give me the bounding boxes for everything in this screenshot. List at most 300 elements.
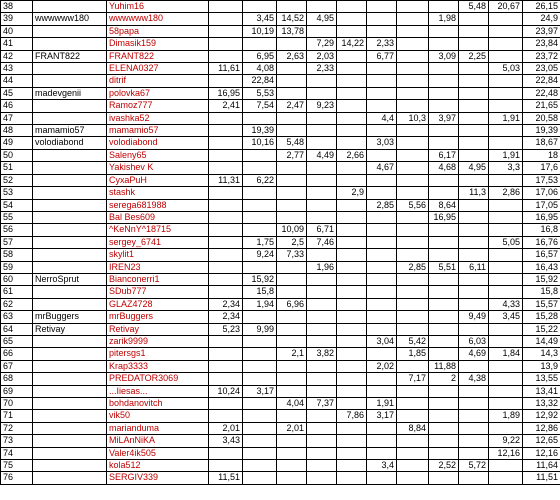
score-cell <box>277 75 307 87</box>
score-cell: 6,95 <box>243 50 277 62</box>
score-cell: 6,71 <box>307 224 337 236</box>
score-cell <box>307 211 337 223</box>
score-cell: 4,68 <box>429 162 459 174</box>
score-cell <box>243 1 277 13</box>
score-cell: 2,85 <box>367 199 397 211</box>
score-cell <box>489 100 523 112</box>
score-cell <box>307 174 337 186</box>
table-row <box>1 199 560 211</box>
score-cell <box>397 63 429 75</box>
score-cell: 2,1 <box>277 348 307 360</box>
score-cell <box>429 385 459 397</box>
rank-cell: 40 <box>1 25 33 37</box>
player-name-cell: wwwwww180 <box>107 13 209 25</box>
score-cell: 3,43 <box>209 435 243 447</box>
score-cell: 1,91 <box>489 149 523 161</box>
table-row <box>1 286 560 298</box>
table-row <box>1 187 560 199</box>
score-cell <box>459 87 489 99</box>
score-cell <box>429 335 459 347</box>
team-cell <box>33 63 107 75</box>
player-name-cell: skylit1 <box>107 249 209 261</box>
score-cell <box>429 38 459 50</box>
team-cell <box>33 348 107 360</box>
score-cell <box>337 298 367 310</box>
score-cell: 4,49 <box>307 149 337 161</box>
score-cell: 13,78 <box>277 25 307 37</box>
score-cell <box>209 373 243 385</box>
team-cell <box>33 112 107 124</box>
team-cell <box>33 187 107 199</box>
score-cell <box>397 13 429 25</box>
score-cell <box>459 298 489 310</box>
score-cell <box>277 187 307 199</box>
score-cell <box>489 261 523 273</box>
score-cell <box>397 125 429 137</box>
score-cell <box>337 435 367 447</box>
score-cell: 4,08 <box>243 63 277 75</box>
rank-cell: 65 <box>1 335 33 347</box>
table-row <box>1 174 560 186</box>
total-cell: 20,58 <box>523 112 560 124</box>
score-cell <box>337 1 367 13</box>
total-cell: 11,51 <box>523 472 560 484</box>
table-row <box>1 335 560 347</box>
score-cell: 2,77 <box>277 149 307 161</box>
score-cell <box>397 87 429 99</box>
score-cell <box>397 360 429 372</box>
score-cell <box>459 137 489 149</box>
score-cell <box>397 398 429 410</box>
team-cell <box>33 373 107 385</box>
score-cell <box>307 298 337 310</box>
player-name-cell: serega681988 <box>107 199 209 211</box>
score-cell: 10,16 <box>243 137 277 149</box>
score-cell <box>337 348 367 360</box>
player-name-cell: Bal Bes609 <box>107 211 209 223</box>
score-cell: 2 <box>429 373 459 385</box>
rank-cell: 67 <box>1 360 33 372</box>
player-name-cell: SERGIV339 <box>107 472 209 484</box>
score-cell <box>243 460 277 472</box>
score-cell <box>489 335 523 347</box>
score-cell <box>277 63 307 75</box>
team-cell <box>33 447 107 459</box>
score-cell <box>209 335 243 347</box>
score-cell: 9,99 <box>243 323 277 335</box>
score-cell <box>459 199 489 211</box>
player-name-cell: IREN23 <box>107 261 209 273</box>
table-row <box>1 50 560 62</box>
score-cell <box>429 25 459 37</box>
player-name-cell: zarik9999 <box>107 335 209 347</box>
score-cell: 2,33 <box>307 63 337 75</box>
score-cell <box>397 1 429 13</box>
team-cell: madevgenii <box>33 87 107 99</box>
score-cell <box>367 249 397 261</box>
score-cell <box>209 236 243 248</box>
team-cell <box>33 75 107 87</box>
score-cell <box>397 410 429 422</box>
score-cell <box>367 286 397 298</box>
player-name-cell: СухаРuH <box>107 174 209 186</box>
player-name-cell: FRANT822 <box>107 50 209 62</box>
total-cell: 16,8 <box>523 224 560 236</box>
score-cell: 5,05 <box>489 236 523 248</box>
score-cell <box>209 112 243 124</box>
team-cell: NerroSprut <box>33 273 107 285</box>
score-cell <box>337 273 367 285</box>
score-cell <box>337 261 367 273</box>
team-cell <box>33 38 107 50</box>
score-cell: 4,95 <box>459 162 489 174</box>
score-cell <box>209 149 243 161</box>
score-cell <box>337 311 367 323</box>
standings-body <box>1 1 560 485</box>
score-cell <box>397 187 429 199</box>
score-cell <box>337 286 367 298</box>
score-cell <box>459 385 489 397</box>
team-cell <box>33 360 107 372</box>
score-cell <box>277 373 307 385</box>
score-cell <box>429 224 459 236</box>
score-cell <box>489 25 523 37</box>
table-row <box>1 435 560 447</box>
score-cell <box>367 348 397 360</box>
total-cell: 26,15 <box>523 1 560 13</box>
score-cell <box>209 261 243 273</box>
player-name-cell: MiLAnNiKA <box>107 435 209 447</box>
team-cell <box>33 261 107 273</box>
total-cell: 17,6 <box>523 162 560 174</box>
table-row <box>1 63 560 75</box>
score-cell <box>397 162 429 174</box>
table-row <box>1 162 560 174</box>
score-cell <box>337 137 367 149</box>
team-cell <box>33 1 107 13</box>
score-cell: 11,31 <box>209 174 243 186</box>
score-cell: 5,23 <box>209 323 243 335</box>
score-cell <box>307 311 337 323</box>
score-cell <box>209 211 243 223</box>
score-cell <box>307 410 337 422</box>
score-cell <box>429 298 459 310</box>
score-cell <box>209 249 243 261</box>
rank-cell: 58 <box>1 249 33 261</box>
score-cell: 7,86 <box>337 410 367 422</box>
score-cell <box>243 447 277 459</box>
score-cell <box>243 149 277 161</box>
score-cell <box>429 187 459 199</box>
score-cell: 2,01 <box>277 422 307 434</box>
team-cell <box>33 335 107 347</box>
team-cell <box>33 410 107 422</box>
player-name-cell: ivashka52 <box>107 112 209 124</box>
total-cell: 17,06 <box>523 187 560 199</box>
score-cell: 5,42 <box>397 335 429 347</box>
score-cell <box>337 125 367 137</box>
score-cell: 11,61 <box>209 63 243 75</box>
score-cell <box>277 199 307 211</box>
rank-cell: 64 <box>1 323 33 335</box>
score-cell <box>209 125 243 137</box>
score-cell <box>459 422 489 434</box>
score-cell <box>489 472 523 484</box>
score-cell <box>397 460 429 472</box>
table-row <box>1 298 560 310</box>
team-cell <box>33 25 107 37</box>
score-cell: 11,88 <box>429 360 459 372</box>
score-cell <box>459 224 489 236</box>
score-cell <box>337 199 367 211</box>
score-cell <box>429 137 459 149</box>
score-cell: 2,41 <box>209 100 243 112</box>
score-cell: 4,69 <box>459 348 489 360</box>
score-cell: 6,03 <box>459 335 489 347</box>
score-cell: 1,85 <box>397 348 429 360</box>
score-cell <box>459 435 489 447</box>
rank-cell: 66 <box>1 348 33 360</box>
team-cell: FRANT822 <box>33 50 107 62</box>
total-cell: 21,65 <box>523 100 560 112</box>
score-cell: 5,53 <box>243 87 277 99</box>
score-cell <box>459 249 489 261</box>
rank-cell: 55 <box>1 211 33 223</box>
player-name-cell: PREDATOR3069 <box>107 373 209 385</box>
total-cell: 23,84 <box>523 38 560 50</box>
table-row <box>1 87 560 99</box>
score-cell <box>397 249 429 261</box>
player-name-cell: ...Iiesas... <box>107 385 209 397</box>
score-cell <box>307 323 337 335</box>
rank-cell: 51 <box>1 162 33 174</box>
score-cell <box>307 472 337 484</box>
rank-cell: 42 <box>1 50 33 62</box>
score-cell: 15,92 <box>243 273 277 285</box>
total-cell: 15,92 <box>523 273 560 285</box>
score-cell: 3,03 <box>367 137 397 149</box>
score-cell <box>397 50 429 62</box>
rank-cell: 48 <box>1 125 33 137</box>
player-name-cell: Valer4ik505 <box>107 447 209 459</box>
score-cell <box>397 311 429 323</box>
score-cell <box>429 323 459 335</box>
score-cell: 7,29 <box>307 38 337 50</box>
score-cell <box>337 224 367 236</box>
player-name-cell: ELENA0327 <box>107 63 209 75</box>
total-cell: 15,28 <box>523 311 560 323</box>
score-cell <box>429 249 459 261</box>
score-cell <box>489 199 523 211</box>
score-cell <box>429 87 459 99</box>
score-cell: 4,95 <box>307 13 337 25</box>
score-cell <box>243 199 277 211</box>
score-cell <box>277 211 307 223</box>
score-cell <box>459 100 489 112</box>
score-cell <box>243 410 277 422</box>
score-cell <box>459 273 489 285</box>
score-cell <box>307 137 337 149</box>
score-cell <box>367 1 397 13</box>
score-cell <box>489 211 523 223</box>
total-cell: 12,16 <box>523 447 560 459</box>
score-cell <box>367 435 397 447</box>
score-cell <box>489 75 523 87</box>
score-cell: 2,03 <box>307 50 337 62</box>
rank-cell: 73 <box>1 435 33 447</box>
score-cell <box>367 174 397 186</box>
score-cell <box>243 435 277 447</box>
team-cell <box>33 100 107 112</box>
table-row <box>1 1 560 13</box>
total-cell: 14,49 <box>523 335 560 347</box>
score-cell <box>277 174 307 186</box>
rank-cell: 44 <box>1 75 33 87</box>
table-row <box>1 261 560 273</box>
score-cell <box>307 249 337 261</box>
score-cell <box>397 100 429 112</box>
score-cell <box>337 472 367 484</box>
player-name-cell: stashk <box>107 187 209 199</box>
score-cell <box>337 385 367 397</box>
score-cell: 7,17 <box>397 373 429 385</box>
player-name-cell: Ramoz777 <box>107 100 209 112</box>
player-name-cell: Dimasik159 <box>107 38 209 50</box>
score-cell: 10,09 <box>277 224 307 236</box>
score-cell <box>367 87 397 99</box>
team-cell <box>33 398 107 410</box>
player-name-cell: ditrif <box>107 75 209 87</box>
score-cell <box>367 224 397 236</box>
score-cell: 2,85 <box>397 261 429 273</box>
score-cell: 16,95 <box>209 87 243 99</box>
player-name-cell: 58papa <box>107 25 209 37</box>
score-cell <box>209 360 243 372</box>
total-cell: 23,05 <box>523 63 560 75</box>
score-cell <box>307 447 337 459</box>
score-cell <box>489 273 523 285</box>
score-cell <box>459 174 489 186</box>
score-cell: 2,66 <box>337 149 367 161</box>
score-cell <box>367 373 397 385</box>
total-cell: 16,76 <box>523 236 560 248</box>
score-cell <box>429 398 459 410</box>
rank-cell: 49 <box>1 137 33 149</box>
team-cell <box>33 162 107 174</box>
score-cell: 7,54 <box>243 100 277 112</box>
score-cell: 5,51 <box>429 261 459 273</box>
player-name-cell: ^KeNnY^18715 <box>107 224 209 236</box>
score-cell <box>367 100 397 112</box>
score-cell: 7,37 <box>307 398 337 410</box>
score-cell <box>489 50 523 62</box>
score-cell <box>459 236 489 248</box>
total-cell: 16,95 <box>523 211 560 223</box>
total-cell: 13,41 <box>523 385 560 397</box>
score-cell <box>397 435 429 447</box>
score-cell: 4,38 <box>459 373 489 385</box>
score-cell <box>209 273 243 285</box>
score-cell <box>243 398 277 410</box>
score-cell: 2,86 <box>489 187 523 199</box>
score-cell <box>277 87 307 99</box>
table-row <box>1 211 560 223</box>
score-cell <box>489 373 523 385</box>
score-cell <box>397 286 429 298</box>
score-cell <box>337 174 367 186</box>
score-cell: 1,91 <box>489 112 523 124</box>
total-cell: 17,53 <box>523 174 560 186</box>
score-cell <box>307 187 337 199</box>
team-cell <box>33 149 107 161</box>
score-cell <box>397 38 429 50</box>
score-cell <box>243 373 277 385</box>
rank-cell: 52 <box>1 174 33 186</box>
score-cell <box>337 335 367 347</box>
total-cell: 13,9 <box>523 360 560 372</box>
score-cell: 4,04 <box>277 398 307 410</box>
score-cell <box>337 211 367 223</box>
rank-cell: 61 <box>1 286 33 298</box>
score-cell <box>459 75 489 87</box>
score-cell: 2,5 <box>277 236 307 248</box>
score-cell: 14,22 <box>337 38 367 50</box>
player-name-cell: Yuhim16 <box>107 1 209 13</box>
player-name-cell: polovka67 <box>107 87 209 99</box>
score-cell <box>277 385 307 397</box>
table-row <box>1 100 560 112</box>
score-cell: 3,17 <box>367 410 397 422</box>
rank-cell: 62 <box>1 298 33 310</box>
score-cell <box>429 311 459 323</box>
score-cell <box>397 174 429 186</box>
score-cell <box>397 211 429 223</box>
score-cell: 7,33 <box>277 249 307 261</box>
total-cell: 15,57 <box>523 298 560 310</box>
score-cell: 1,89 <box>489 410 523 422</box>
score-cell: 3,17 <box>243 385 277 397</box>
score-cell <box>367 447 397 459</box>
score-cell: 6,96 <box>277 298 307 310</box>
score-cell: 19,39 <box>243 125 277 137</box>
rank-cell: 39 <box>1 13 33 25</box>
score-cell <box>459 410 489 422</box>
score-cell <box>367 273 397 285</box>
table-row <box>1 149 560 161</box>
team-cell <box>33 199 107 211</box>
score-cell <box>277 38 307 50</box>
score-cell <box>209 162 243 174</box>
team-cell <box>33 249 107 261</box>
score-cell <box>209 187 243 199</box>
rank-cell: 76 <box>1 472 33 484</box>
score-cell <box>397 25 429 37</box>
table-row <box>1 75 560 87</box>
table-row <box>1 125 560 137</box>
score-cell <box>277 323 307 335</box>
team-cell: wwwwww180 <box>33 13 107 25</box>
rank-cell: 68 <box>1 373 33 385</box>
score-cell <box>429 63 459 75</box>
score-cell <box>397 472 429 484</box>
score-cell <box>429 100 459 112</box>
score-cell <box>337 50 367 62</box>
score-cell <box>209 25 243 37</box>
score-cell <box>367 149 397 161</box>
rank-cell: 47 <box>1 112 33 124</box>
score-cell <box>397 236 429 248</box>
score-cell: 3,09 <box>429 50 459 62</box>
